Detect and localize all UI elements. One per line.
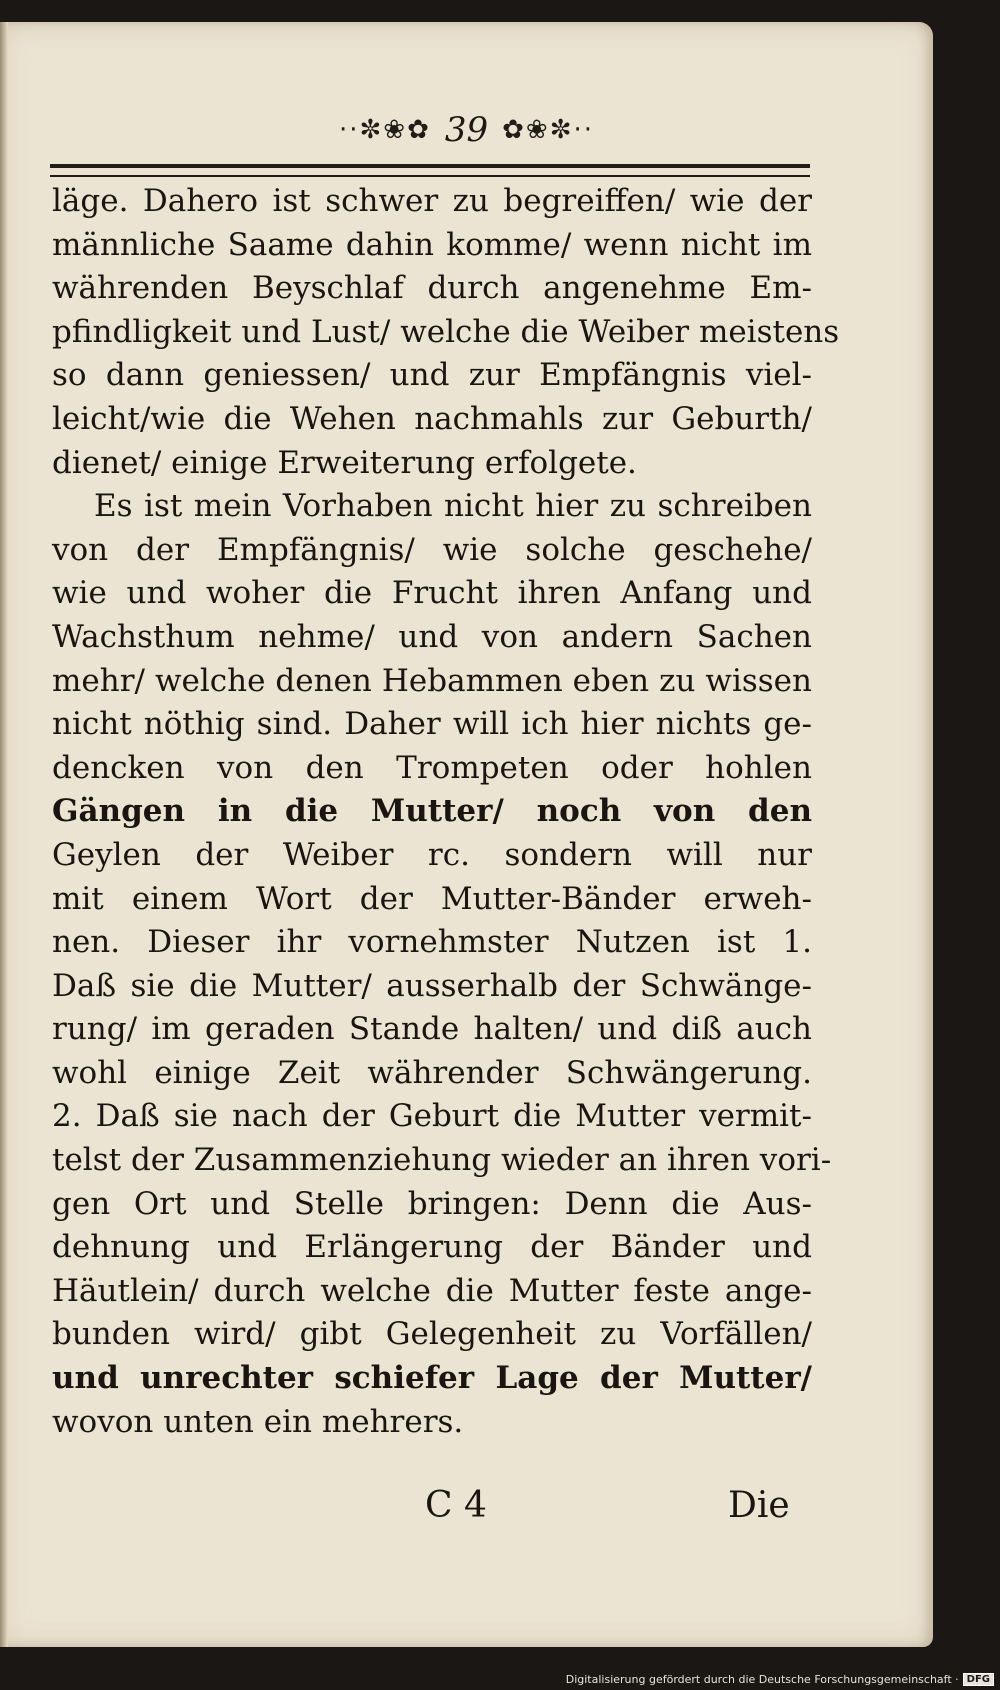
text-line: Daß sie die Mutter/ ausserhalb der Schwänge-	[52, 967, 812, 1004]
text-line: pfindligkeit und Lust/ welche die Weiber meistens	[52, 313, 840, 350]
text-line: dienet/ einige Erweiterung erfolgete.	[52, 444, 637, 481]
text-line: läge. Dahero ist schwer zu begreiffen/ wie der	[52, 183, 812, 219]
book-page	[0, 22, 933, 1647]
page-number: 39	[444, 110, 489, 150]
text-line: telst der Zusammenziehung wieder an ihren vori-	[52, 1142, 832, 1179]
running-header	[0, 110, 933, 150]
header-rule	[50, 164, 810, 177]
text-line: dehnung und Erlängerung der Bänder und	[52, 1229, 812, 1266]
digitization-credit	[566, 1673, 994, 1686]
ornament-left: ··✼❀✿	[338, 115, 431, 145]
credit-text: Digitalisierung gefördert durch die Deutsche Forschungsgemeinschaft ·	[565, 1673, 959, 1686]
text-line: mit einem Wort der Mutter-Bänder erweh-	[52, 880, 812, 917]
text-line: mehr/ welche denen Hebammen eben zu wissen	[52, 662, 812, 699]
text-line: gen Ort und Stelle bringen: Denn die Aus-	[52, 1185, 812, 1222]
dfg-logo: DFG	[963, 1673, 994, 1686]
text-line: nicht nöthig sind. Daher will ich hier nichts ge-	[52, 706, 812, 743]
text-line: Geylen der Weiber rc. sondern will nur	[52, 836, 812, 873]
text-line: Es ist mein Vorhaben nicht hier zu schreiben	[94, 488, 812, 525]
text-line: Wachsthum nehme/ und von andern Sachen	[52, 618, 812, 655]
text-line: wie und woher die Frucht ihren Anfang und	[52, 575, 812, 612]
text-line: bunden wird/ gibt Gelegenheit zu Vorfällen/	[52, 1316, 812, 1353]
ornament-right: ✿❀✼··	[502, 115, 595, 145]
text-line: wohl einige Zeit währender Schwängerung.	[52, 1054, 812, 1091]
text-line: und unrechter schiefer Lage der Mutter/	[52, 1360, 812, 1397]
page-gutter	[0, 22, 8, 1647]
text-line: rung/ im geraden Stande halten/ und diß auch	[52, 1011, 812, 1048]
text-line: so dann geniessen/ und zur Empfängnis viel-	[52, 357, 812, 394]
text-line: 2. Daß sie nach der Geburt die Mutter vermit-	[52, 1098, 812, 1135]
text-line: währenden Beyschlaf durch angenehme Em-	[52, 270, 812, 307]
text-line: Häutlein/ durch welche die Mutter feste ange-	[52, 1272, 812, 1309]
text-line: nen. Dieser ihr vornehmster Nutzen ist 1.	[52, 924, 812, 961]
catchword: Die	[728, 1485, 790, 1526]
text-line: Gängen in die Mutter/ noch von den	[52, 793, 812, 830]
signature-mark: C 4	[425, 1485, 487, 1526]
text-line: wovon unten ein mehrers.	[52, 1403, 464, 1440]
text-line: von der Empfängnis/ wie solche geschehe/	[52, 531, 812, 568]
text-line: männliche Saame dahin komme/ wenn nicht im	[52, 226, 812, 263]
text-line: dencken von den Trompeten oder hohlen	[52, 749, 812, 786]
page-footer	[0, 1485, 933, 1535]
text-line: leicht/wie die Wehen nachmahls zur Geburth/	[52, 400, 812, 437]
body-text	[52, 180, 840, 1444]
